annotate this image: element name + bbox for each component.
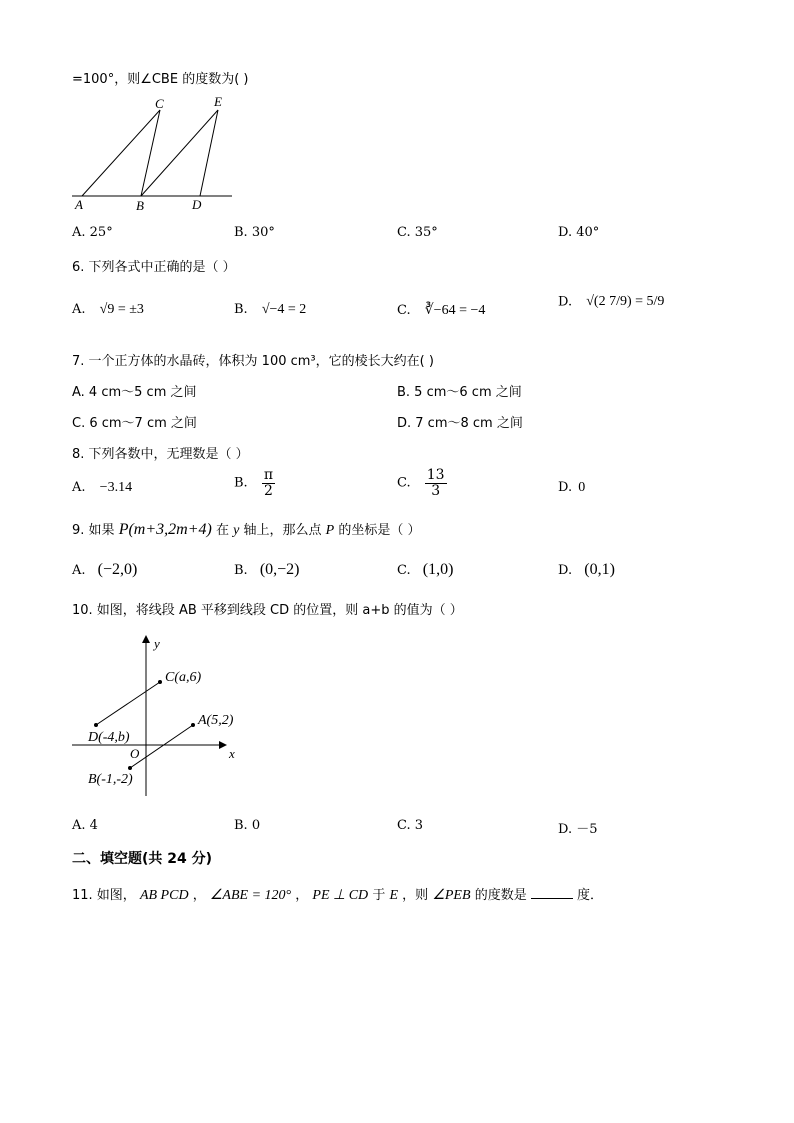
q10-option-b: B. 0: [234, 818, 261, 833]
q6-stem: 6. 下列各式中正确的是（ ）: [72, 260, 236, 275]
q9-stem: [72, 519, 420, 539]
q9-option-a-label: A.: [72, 563, 86, 578]
q5-option-d: D. 40°: [558, 225, 600, 240]
q6-option-d-expr: √(2 7/9) = 5/9: [586, 294, 665, 309]
answer-blank[interactable]: [531, 886, 573, 899]
q7-option-c: C. 6 cm～7 cm 之间: [72, 416, 197, 431]
q9-option-d-expr: (0,1): [584, 561, 615, 578]
q9-option-b-expr: (0,−2): [259, 561, 300, 578]
q10-option-a: A. 4: [72, 818, 98, 833]
q9-stem-math: P(m+3,2m+4): [118, 521, 212, 538]
q11-expr4: E: [389, 888, 399, 903]
q11-sep2: ，: [295, 888, 309, 903]
q7-option-d: D. 7 cm～8 cm 之间: [397, 416, 523, 431]
q5-label-a: A: [75, 197, 83, 212]
q6-option-c-label: C.: [397, 303, 411, 318]
q5-option-b: B. 30°: [234, 225, 275, 240]
q8-option-c-fraction: [425, 468, 447, 498]
q10-point-a: A(5,2): [198, 713, 234, 728]
q8-option-a-label: A.: [72, 480, 86, 495]
q10-point-b: B(-1,-2): [88, 772, 133, 787]
q8-option-d-label: D.: [558, 480, 573, 495]
q7-option-b: B. 5 cm～6 cm 之间: [397, 385, 522, 400]
q9-option-c-expr: (1,0): [422, 561, 454, 578]
q9-option-c: [397, 561, 453, 579]
q5-label-e: E: [214, 94, 222, 109]
q5-label-b: B: [136, 198, 144, 213]
q9-stem-mid: 在: [215, 523, 229, 538]
q5-figure: [66, 92, 246, 214]
q11-expr1: AB PCD: [139, 888, 189, 903]
q10-y-axis-label: y: [154, 636, 160, 651]
q9-option-b: [234, 561, 300, 579]
q7-stem: 7. 一个正方体的水晶砖，体积为 100 cm³，它的棱长大约在( ): [72, 354, 434, 369]
q9-option-b-label: B.: [234, 563, 248, 578]
q11-sep1: ，: [192, 888, 206, 903]
q8-option-b-numerator: π: [263, 467, 274, 483]
q10-stem: 10. 如图，将线段 AB 平移到线段 CD 的位置，则 a+b 的值为（ ）: [72, 603, 463, 618]
q10-option-c: C. 3: [397, 818, 424, 833]
q6-option-a-label: A.: [72, 302, 86, 317]
q9-stem-end: 的坐标是（ ）: [338, 523, 421, 538]
q8-option-d-expr: 0: [578, 480, 586, 495]
q11-expr5: ∠PEB: [432, 888, 471, 903]
q6-option-d-label: D.: [558, 294, 573, 310]
q9-stem-point: P: [325, 523, 335, 538]
q8-option-b-fraction: [262, 468, 275, 498]
q5-label-c: C: [155, 96, 164, 111]
q7-option-a: A. 4 cm～5 cm 之间: [72, 385, 197, 400]
q11-stem: [72, 884, 603, 904]
q9-stem-post: 轴上，那么点: [243, 523, 322, 538]
q10-point-c: C(a,6): [165, 670, 202, 685]
q5-label-d: D: [192, 197, 202, 212]
q5-option-c: C. 35°: [397, 225, 438, 240]
q9-option-a: [72, 561, 137, 579]
q9-stem-var: y: [233, 523, 240, 538]
q6-option-d: [558, 294, 664, 310]
q8-option-a-expr: −3.14: [99, 480, 133, 495]
q6-option-c-expr: ∛−64 = −4: [424, 303, 486, 318]
q6-option-a-expr: √9 = ±3: [99, 302, 144, 317]
q6-option-b-label: B.: [234, 302, 248, 317]
q8-option-c-denominator: 3: [431, 482, 441, 499]
q8-option-b: [234, 468, 275, 498]
q11-expr3: PE ⊥ CD: [312, 888, 369, 903]
q8-option-b-label: B.: [234, 475, 248, 491]
q9-option-a-expr: (−2,0): [97, 561, 138, 578]
q9-option-c-label: C.: [397, 563, 411, 578]
q9-stem-pre: 9. 如果: [72, 523, 115, 538]
q11-tail3: 度．: [576, 888, 603, 903]
q11-num: 11. 如图，: [72, 888, 136, 903]
q5-stem-tail: =100°，则∠CBE 的度数为( ): [72, 72, 249, 87]
section-heading: 二、填空题(共 24 分): [72, 851, 213, 867]
q8-option-d: [558, 480, 585, 496]
q8-option-c: [397, 468, 447, 498]
q11-tail2: 的度数是: [474, 888, 527, 903]
q9-option-d-label: D.: [558, 563, 573, 578]
q10-point-d: D(-4,b): [88, 730, 130, 745]
q10-option-d: D. －5: [558, 822, 598, 837]
q8-option-c-label: C.: [397, 475, 411, 491]
q10-x-axis-label: x: [229, 746, 235, 761]
q10-figure: [66, 628, 256, 804]
q6-option-b-expr: √−4 = 2: [261, 302, 307, 317]
q8-option-b-denominator: 2: [263, 482, 273, 499]
q8-option-c-numerator: 13: [426, 467, 445, 483]
q6-option-b: [234, 302, 306, 318]
q8-stem: 8. 下列各数中，无理数是（ ）: [72, 447, 249, 462]
q10-origin-label: O: [130, 746, 140, 761]
q11-expr2: ∠ABE = 120°: [209, 888, 292, 903]
q11-tail1: ，则: [402, 888, 429, 903]
q8-option-a: [72, 480, 132, 496]
q6-option-c: [397, 302, 485, 319]
q5-option-a: A. 25°: [72, 225, 113, 240]
q11-mid: 于: [372, 888, 386, 903]
q6-option-a: [72, 302, 144, 318]
q9-option-d: [558, 561, 615, 579]
